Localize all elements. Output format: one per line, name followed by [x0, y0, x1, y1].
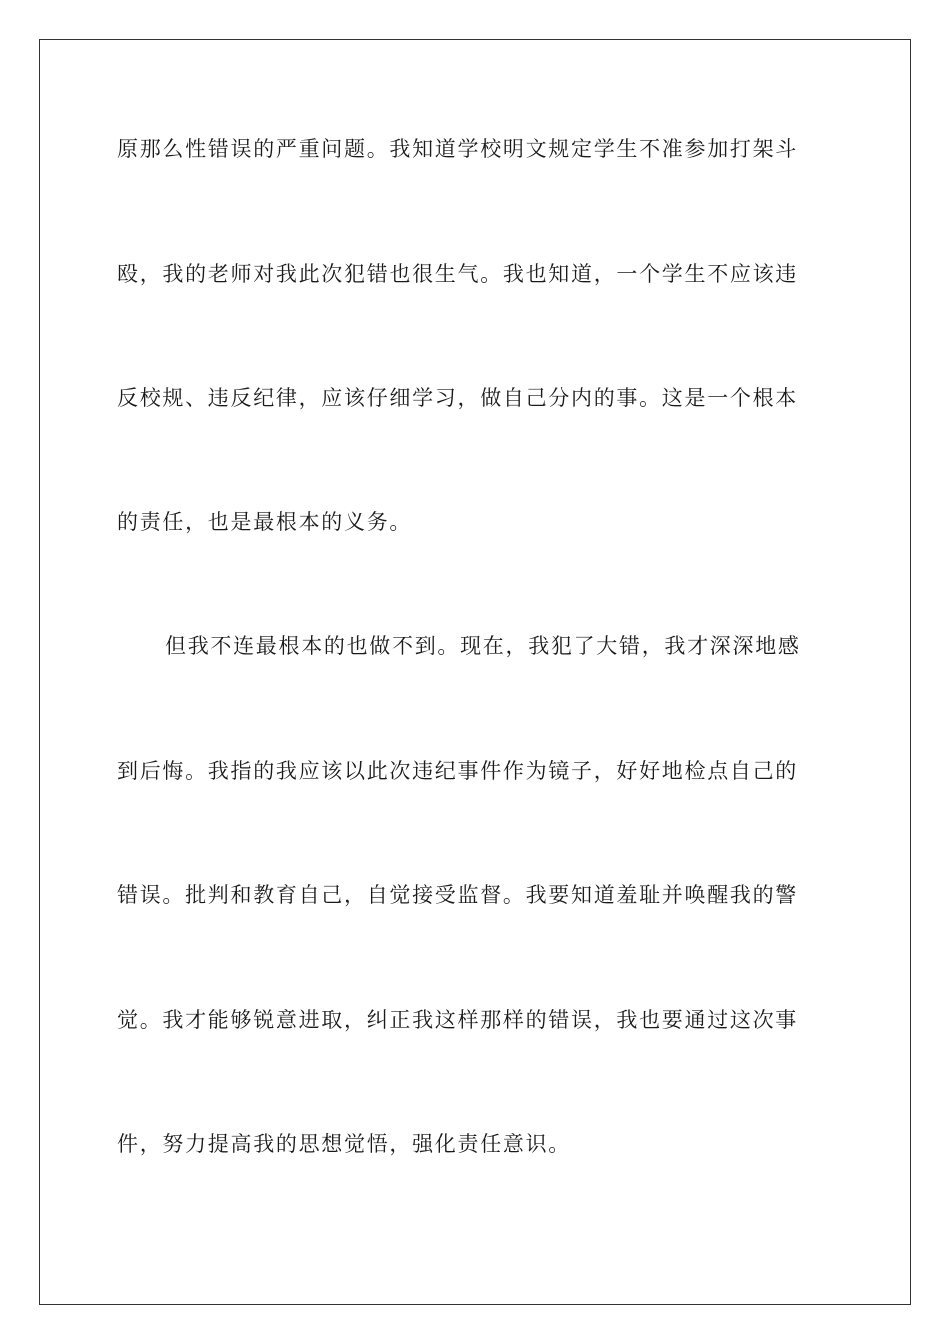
text-line: 件，努力提高我的思想觉悟，强化责任意识。: [117, 1132, 571, 1156]
text-line: 错误。批判和教育自己，自觉接受监督。我要知道羞耻并唤醒我的警: [117, 883, 798, 907]
text-line: 原那么性错误的严重问题。我知道学校明文规定学生不准参加打架斗: [117, 137, 798, 161]
text-line: 觉。我才能够锐意进取，纠正我这样那样的错误，我也要通过这次事: [117, 1008, 798, 1032]
text-line: 到后悔。我指的我应该以此次违纪事件作为镜子，好好地检点自己的: [117, 759, 798, 783]
text-line: 的责任，也是最根本的义务。: [117, 510, 413, 534]
page-border: [39, 39, 911, 1305]
text-line: 反校规、违反纪律，应该仔细学习，做自己分内的事。这是一个根本: [117, 386, 798, 410]
text-line-paragraph-start: 但我不连最根本的也做不到。现在，我犯了大错，我才深深地感: [165, 634, 801, 658]
text-line: 殴，我的老师对我此次犯错也很生气。我也知道，一个学生不应该违: [117, 262, 798, 286]
